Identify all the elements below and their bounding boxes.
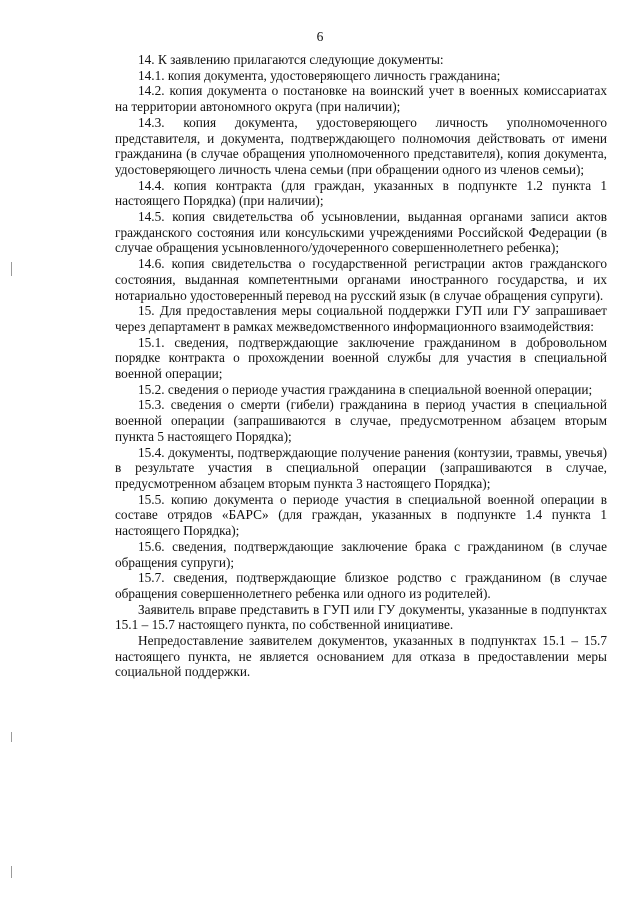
paragraph-15: 15. Для предоставления меры социальной поддержки ГУП или ГУ запрашивает через департамент в рамках межведомственного информационного взаимодействия:: [115, 303, 607, 334]
paragraph-14-3: 14.3. копия документа, удостоверяющего личность уполномоченного представителя, и документа, подтверждающего полномочия действовать от имени гражданина (в случае обращения уполномоченного представителя), копия документа, удостоверяющего личность члена семьи (при обращении одного из членов семьи);: [115, 114, 607, 177]
paragraph-15-3: 15.3. сведения о смерти (гибели) гражданина в период участия в специальной военной операции (запрашиваются в случае, предусмотренном абзацем вторым пункта 5 настоящего Порядка);: [115, 397, 607, 444]
scan-margin-mark: [11, 866, 12, 878]
paragraph-15-4: 15.4. документы, подтверждающие получение ранения (контузии, травмы, увечья) в результате участия в специальной операции (запрашиваются в случае, предусмотренном абзацем вторым пункта 3 настоящего Порядка);: [115, 444, 607, 491]
paragraph-14: 14. К заявлению прилагаются следующие документы:: [138, 52, 444, 67]
paragraph-applicant-right: Заявитель вправе представить в ГУП или ГУ документы, указанные в подпунктах 15.1 – 15.7 настоящего пункта, по собственной инициативе.: [115, 601, 607, 633]
document-body: [115, 52, 607, 680]
paragraph-14-2: 14.2. копия документа о постановке на воинский учет в военных комиссариатах на территории автономного округа (при наличии);: [115, 83, 607, 115]
paragraph-14-6: 14.6. копия свидетельства о государственной регистрации актов гражданского состояния, выданная компетентными органами иностранного государства, и их нотариально удостоверенный перевод на русский язык (в случае обращения супруги).: [115, 256, 607, 303]
paragraph-15-5: 15.5. копию документа о периоде участия в специальной военной операции в составе отрядов «БАРС» (для граждан, указанных в подпункте 1.4 пункта 1 настоящего Порядка);: [115, 491, 607, 539]
paragraph-15-7: 15.7. сведения, подтверждающие близкое родство с гражданином (в случае обращения совершеннолетнего ребенка или одного из родителей).: [115, 570, 607, 601]
scan-margin-mark: [11, 732, 12, 742]
scan-margin-mark: [11, 262, 12, 276]
paragraph-14-5: 14.5. копия свидетельства об усыновлении, выданная органами записи актов гражданского состояния или консульскими учреждениями Российской Федерации (в случае обращения усыновленного/удочеренного совершеннолетнего ребенка);: [115, 209, 607, 256]
paragraph-non-submission: Непредоставление заявителем документов, указанных в подпунктах 15.1 – 15.7 настоящего пункта, не является основанием для отказа в предоставлении меры социальной поддержки.: [115, 633, 607, 680]
page-number: 6: [316, 29, 324, 44]
paragraph-14-4: 14.4. копия контракта (для граждан, указанных в подпункте 1.2 пункта 1 настоящего Порядка) (при наличии);: [115, 177, 607, 209]
paragraph-15-2: 15.2. сведения о периоде участия гражданина в специальной военной операции;: [138, 381, 593, 397]
paragraph-15-1: 15.1. сведения, подтверждающие заключение гражданином в добровольном порядке контракта о прохождении военной службы для участия в специальной военной операции;: [115, 334, 607, 382]
paragraph-14-1: 14.1. копия документа, удостоверяющего личность гражданина;: [138, 67, 501, 83]
paragraph-15-6: 15.6. сведения, подтверждающие заключение брака с гражданином (в случае обращения супруги);: [115, 538, 607, 570]
